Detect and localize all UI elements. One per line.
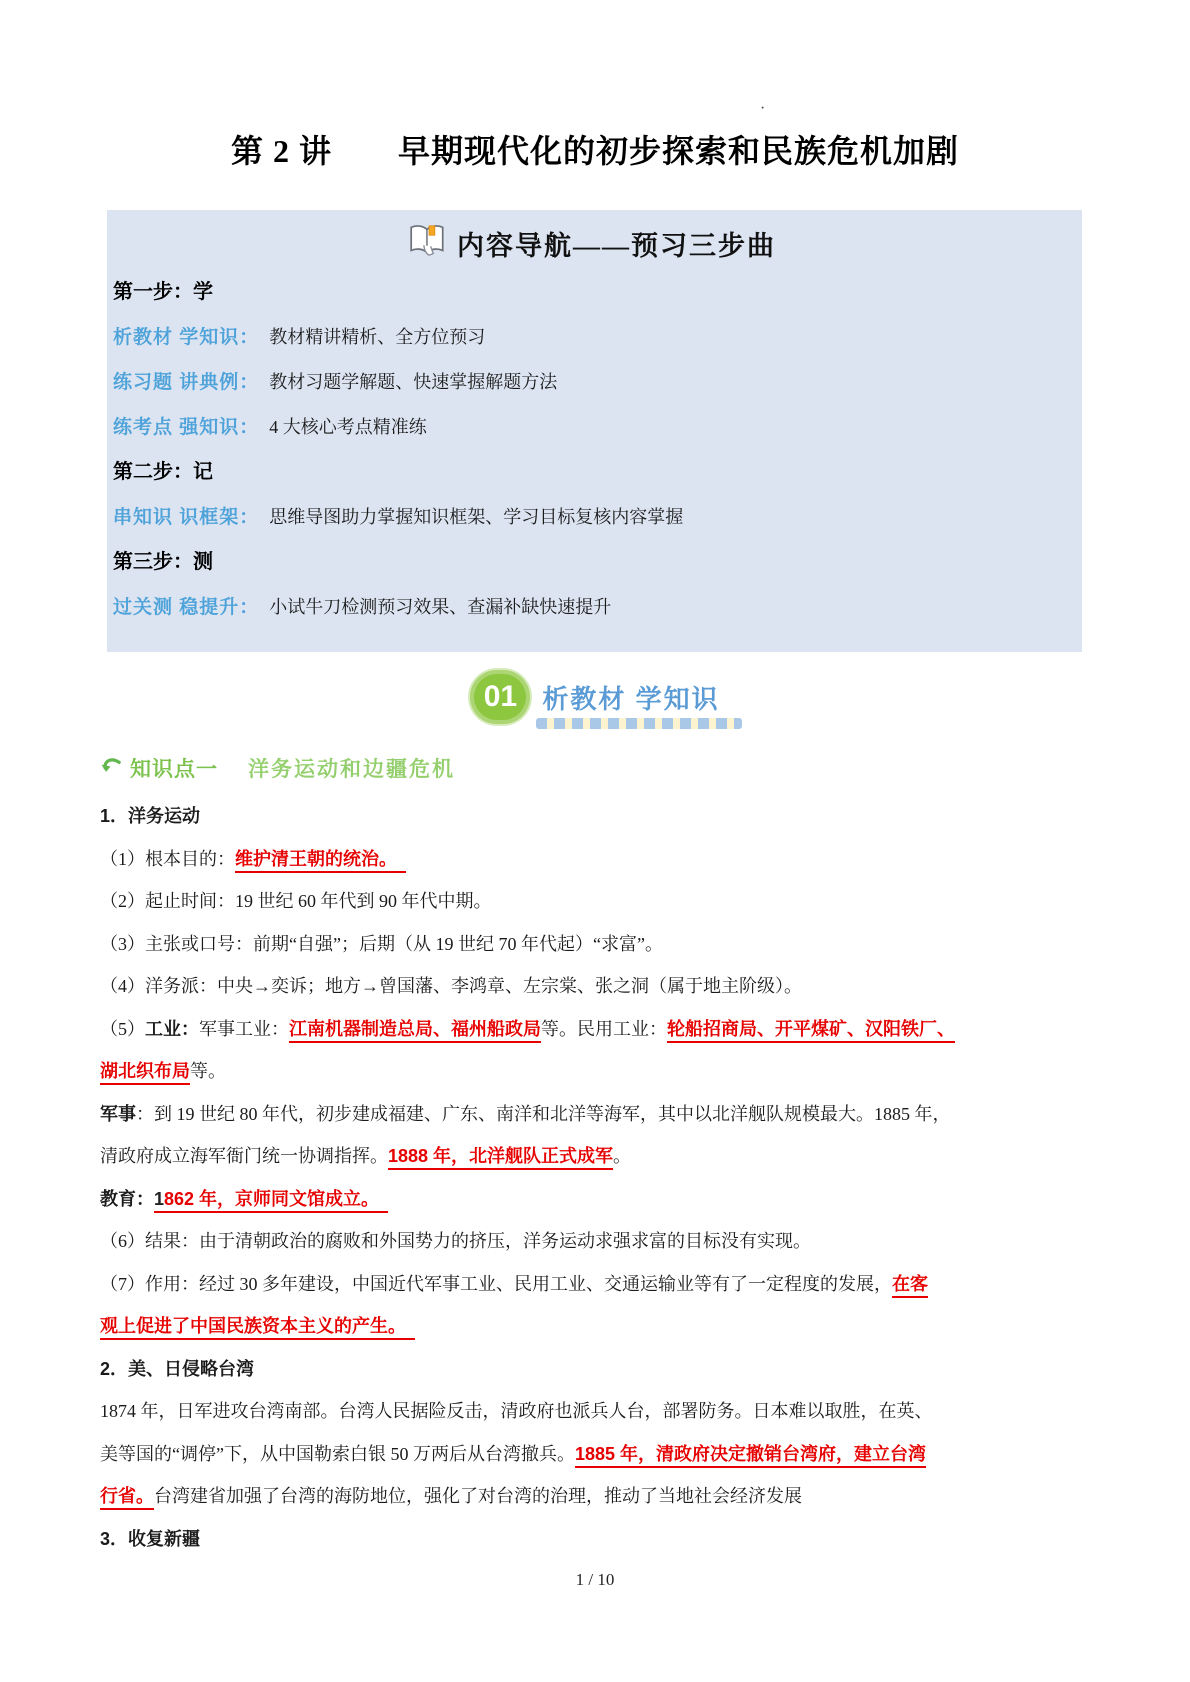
- text-segment: 1: [154, 1188, 165, 1209]
- content-line: [100, 1518, 1090, 1561]
- text-segment: ：到 19 世纪 80 年代，初步建成福建、广东、南洋和北洋等海军，其中以北洋舰队规模最大。1885 年，: [136, 1103, 951, 1124]
- text-segment: 在客: [892, 1273, 928, 1294]
- text-segment: 1．洋务运动: [100, 806, 201, 826]
- content-line: [100, 1050, 1090, 1093]
- open-book-icon: [407, 222, 449, 265]
- section-title-wrap: [542, 679, 719, 716]
- curved-arrow-icon: [100, 756, 122, 781]
- section-title: 析教材 学知识: [542, 683, 720, 714]
- text-segment: 维护清王朝的统治。: [235, 848, 406, 869]
- nav-item-label: 过关测 稳提升：: [113, 597, 260, 618]
- content-line: [100, 1433, 1090, 1476]
- nav-item-desc: 教材精讲精析、全方位预习: [269, 327, 486, 347]
- text-segment: 观上促进了中国民族资本主义的产生。: [100, 1316, 415, 1336]
- nav-item: [111, 360, 1072, 405]
- content-line: [100, 1093, 1090, 1136]
- content-line: [100, 880, 1090, 923]
- content-line: [100, 1475, 1090, 1518]
- nav-item: [111, 495, 1072, 540]
- nav-item-label: 析教材 学知识：: [113, 327, 260, 348]
- content-line: [100, 1263, 1090, 1306]
- text-segment: 江南机器制造总局、福州船政局: [289, 1018, 541, 1039]
- text-segment: （4）洋务派：中央→奕诉；地方→曾国藩、李鸿章、左宗棠、张之洞（属于地主阶级）。: [100, 976, 802, 996]
- text-segment: （5）: [100, 1018, 145, 1039]
- knowledge-point-label: 知识点一: [130, 758, 218, 781]
- page-title: 第 2 讲 早期现代化的初步探索和民族危机加剧: [230, 133, 959, 169]
- text-segment: 轮船招商局、开平煤矿、汉阳铁厂、: [667, 1018, 955, 1039]
- nav-step-title: 第一步：学: [113, 281, 213, 303]
- text-segment: 清政府成立海军衙门统一协调指挥。: [100, 1146, 388, 1166]
- nav-step-title: 第二步：记: [113, 461, 213, 483]
- content-line: [100, 795, 1090, 838]
- text-segment: 军事: [100, 1103, 136, 1124]
- text-segment: 行省。: [100, 1486, 154, 1506]
- content-line: [100, 1135, 1090, 1178]
- knowledge-point-title: 洋务运动和边疆危机: [248, 758, 455, 781]
- content-line: [100, 1008, 1090, 1051]
- section-header: [0, 668, 1190, 726]
- content-line: [100, 1305, 1090, 1348]
- page-number: 1 / 10: [575, 1570, 615, 1589]
- nav-header-title: 内容导航——预习三步曲: [457, 230, 776, 261]
- nav-rows: [111, 270, 1072, 630]
- nav-item-label: 练考点 强知识：: [113, 417, 260, 438]
- stray-dot: ·: [760, 100, 766, 117]
- content-line: [100, 965, 1090, 1008]
- nav-item-desc: 4 大核心考点精准练: [269, 417, 427, 437]
- nav-item: [111, 585, 1072, 630]
- text-segment: 1885 年，清政府决定撤销台湾府，建立台湾: [574, 1443, 927, 1464]
- text-segment: 等。民用工业：: [541, 1018, 667, 1039]
- content-line: [100, 1348, 1090, 1391]
- text-segment: 军事工业：: [199, 1018, 289, 1039]
- nav-item-label: 练习题 讲典例：: [113, 372, 260, 393]
- text-segment: 教育：: [100, 1188, 154, 1209]
- text-segment: （3）主张或口号：前期“自强”；后期（从 19 世纪 70 年代起）“求富”。: [100, 933, 663, 954]
- nav-item-desc: 教材习题学解题、快速掌握解题方法: [269, 372, 558, 392]
- text-segment: （7）作用：经过 30 多年建设，中国近代军事工业、民用工业、交通运输业等有了一定程度的发展，: [100, 1273, 892, 1294]
- knowledge-point-heading: [100, 753, 1190, 783]
- text-segment: 台湾建省加强了台湾的海防地位，强化了对台湾的治理，推动了当地社会经济发展: [154, 1486, 802, 1506]
- text-segment: （2）起止时间：19 世纪 60 年代到 90 年代中期。: [100, 891, 492, 911]
- text-segment: 。: [613, 1146, 632, 1166]
- text-segment: （1）根本目的：: [100, 848, 235, 869]
- content-line: [100, 1390, 1090, 1433]
- nav-item-label: 串知识 识框架：: [113, 507, 260, 528]
- text-segment: 美等国的“调停”下，从中国勒索白银 50 万两后从台湾撤兵。: [100, 1443, 575, 1464]
- content-navigation-box: [107, 210, 1082, 652]
- text-segment: 湖北织布局: [100, 1061, 190, 1081]
- text-segment: 1874 年，日军进攻台湾南部。台湾人民据险反击，清政府也派兵人台，部署防务。日本难以取胜，在英、: [100, 1401, 933, 1421]
- text-segment: 862 年，京师同文馆成立。: [164, 1188, 389, 1209]
- content-lines: [100, 795, 1090, 1560]
- text-segment: 等。: [190, 1061, 226, 1081]
- text-segment: 1888 年，北洋舰队正式成军: [388, 1146, 614, 1166]
- text-segment: 2．美、日侵略台湾: [100, 1358, 255, 1379]
- content-line: [100, 838, 1090, 881]
- nav-step-title: 第三步：测: [113, 551, 213, 573]
- section-number-badge: 01: [470, 670, 530, 724]
- nav-item: [111, 315, 1072, 360]
- dashed-underline-decoration: [536, 718, 741, 729]
- text-segment: 3．收复新疆: [100, 1528, 201, 1549]
- content-line: [100, 1178, 1090, 1221]
- orange-bookmark: [429, 225, 435, 234]
- nav-item: [111, 405, 1072, 450]
- nav-header: [111, 216, 1072, 270]
- text-segment: 工业：: [145, 1018, 199, 1039]
- nav-item-desc: 小试牛刀检测预习效果、查漏补缺快速提升: [269, 597, 612, 617]
- nav-item-desc: 思维导图助力掌握知识框架、学习目标复核内容掌握: [269, 507, 684, 527]
- text-segment: （6）结果：由于清朝政治的腐败和外国势力的挤压，洋务运动求强求富的目标没有实现。: [100, 1231, 811, 1251]
- content-line: [100, 1220, 1090, 1263]
- content-line: [100, 923, 1090, 966]
